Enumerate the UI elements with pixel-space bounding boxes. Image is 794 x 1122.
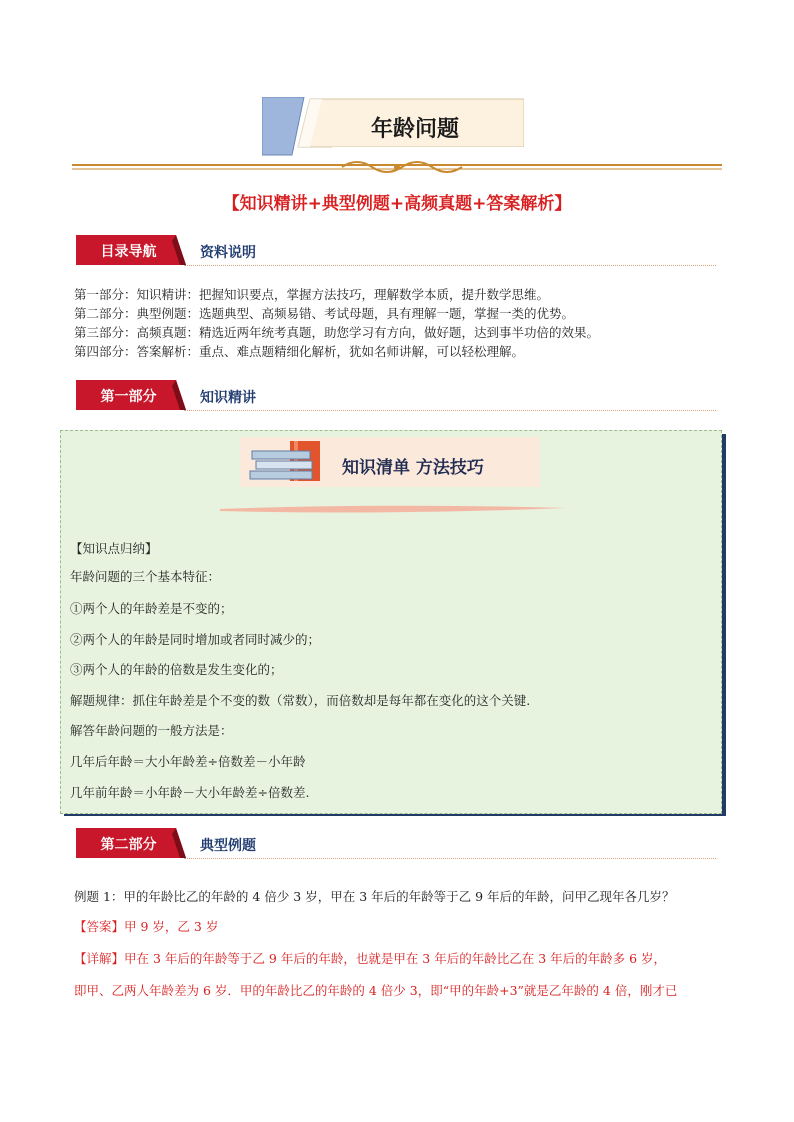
nav-description [74,285,599,361]
answer-tag: 【答案】 [74,919,125,934]
knowledge-line: 几年后年龄＝大小年龄差÷倍数差－小年龄 [70,754,306,769]
section-title: 典型例题 [200,838,256,854]
knowledge-line: 几年前年龄＝小年龄－大小年龄差÷倍数差. [70,785,310,800]
section-header-part2 [76,828,716,862]
section-tag-label: 目录导航 [100,244,157,260]
nav-line: 第二部分：典型例题：选题典型、高频易错、考试母题，具有理解一题，掌握一类的优势。 [74,306,575,321]
document-subtitle: 【知识精讲+典型例题+高频真题+答案解析】 [222,194,572,214]
dotted-rule [184,410,716,411]
answer-text: 甲 9 岁，乙 3 岁 [124,919,219,934]
nav-line: 第一部分：知识精讲：把握知识要点，掌握方法技巧，理解数学本质，提升数学思维。 [74,287,550,302]
page-title: 年龄问题 [370,117,459,142]
knowledge-banner-label: 知识清单 方法技巧 [342,458,484,478]
knowledge-line: 年龄问题的三个基本特征： [70,569,221,584]
detail-tag: 【详解】 [74,951,125,966]
detail-line-1 [74,949,666,967]
section-tag-label: 第二部分 [100,837,157,853]
section-title: 知识精讲 [200,390,256,406]
dotted-rule [184,265,716,266]
knowledge-line: 【知识点归纳】 [70,541,158,556]
section-title: 资料说明 [200,245,256,261]
knowledge-line: 解答年龄问题的一般方法是： [70,723,233,738]
nav-line: 第三部分：高频真题：精选近两年统考真题，助您学习有方向，做好题，达到事半功倍的效果。 [74,325,600,340]
detail-line-2: 即甲、乙两人年龄差为 6 岁．甲的年龄比乙的年龄的 4 倍少 3，即“甲的年龄+3”就是乙年龄的 4 倍，刚才已 [74,983,678,998]
knowledge-line: ①两个人的年龄差是不变的； [70,601,233,616]
section-header-part1 [76,380,716,414]
section-tag-label: 第一部分 [100,389,157,405]
detail-text: 甲在 3 年后的年龄等于乙 9 年后的年龄，也就是甲在 3 年后的年龄比乙在 3 年后的年龄多 6 岁， [124,951,667,966]
example-question: 例题 1：甲的年龄比乙的年龄的 4 倍少 3 岁，甲在 3 年后的年龄等于乙 9 年后的年龄，问甲乙现年各几岁？ [74,889,675,904]
section-header-nav [76,235,716,269]
brush-stroke [220,503,565,515]
knowledge-line: ③两个人的年龄的倍数是发生变化的； [70,662,283,677]
ornament-divider [72,157,722,177]
books-icon [248,437,328,487]
knowledge-line: ②两个人的年龄是同时增加或者同时减少的； [70,632,321,647]
answer-line [74,917,218,935]
knowledge-line: 解题规律：抓住年龄差是个不变的数（常数），而倍数却是每年都在变化的这个关键. [70,693,531,708]
dotted-rule [184,858,716,859]
nav-line: 第四部分：答案解析：重点、难点题精细化解析，犹如名师讲解，可以轻松理解。 [74,344,525,359]
box-shadow-right [722,434,726,816]
